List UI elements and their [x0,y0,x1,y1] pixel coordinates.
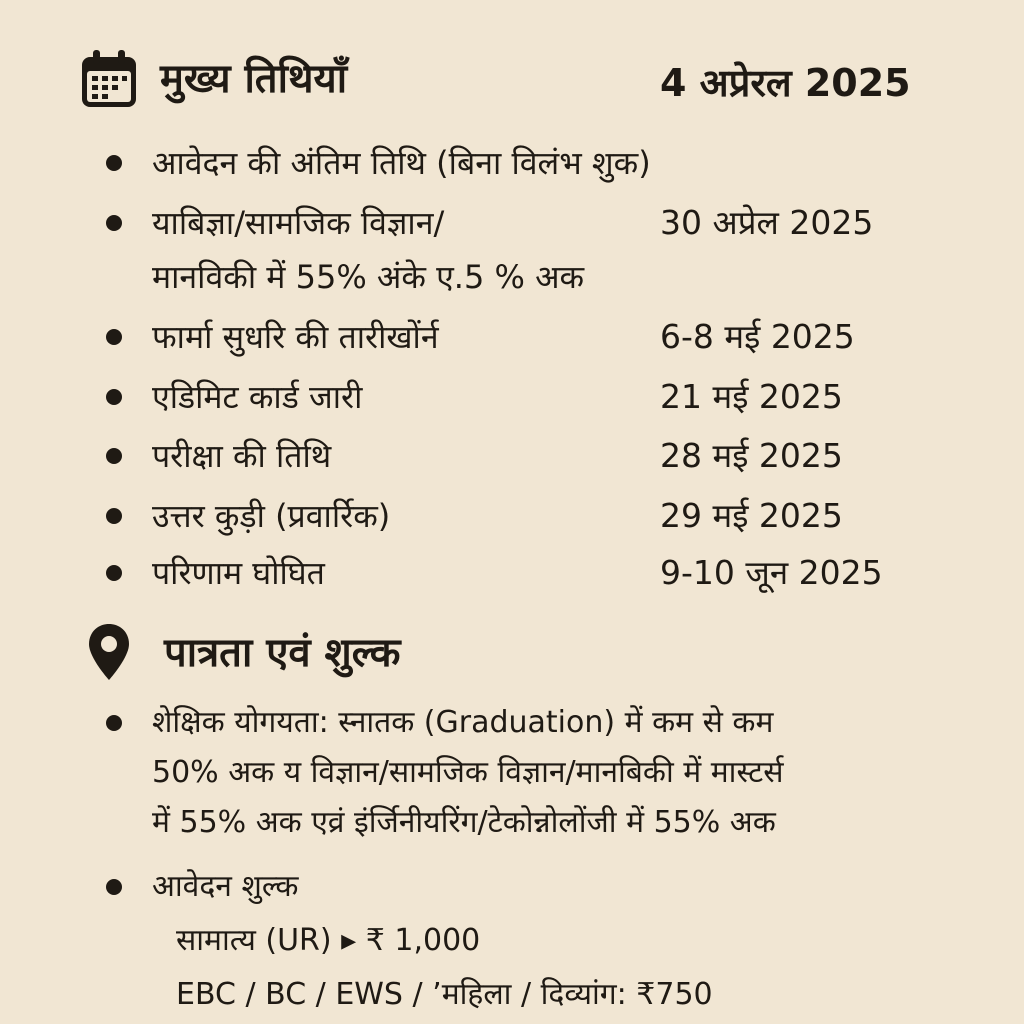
bullet-icon [106,389,122,405]
list-item-label: परीक्षा की तिथि [152,437,332,475]
qualification-line: 50% अक य विज्ञान/सामजिक विज्ञान/मानबिकी में मास्टर्स [152,755,784,790]
list-item-label: परिणाम घोघित [152,554,325,592]
fee-heading: आवेदन शुल्क [152,869,299,904]
header-date: 4 अप्रेरल 2025 [660,61,911,105]
list-item [0,310,1024,364]
bullet-icon [106,155,122,171]
list-item [0,370,1024,424]
list-item-date: 21 मई 2025 [660,377,843,416]
list-item-label: एडिमिट कार्ड जारी [152,378,363,416]
bullet-icon [106,329,122,345]
fee-line: EBC / BC / EWS / ’महिला / दिव्यांग: ₹750 [176,977,713,1012]
list-item-label-continued: मानविकी में 55% अंके ए.5 % अक [152,258,585,296]
eligibility-title: पात्रता एवं शुल्क [164,630,401,676]
list-item-date: 28 मई 2025 [660,436,843,475]
list-item [0,698,1024,848]
bullet-icon [106,448,122,464]
list-item [0,546,1024,600]
key-dates-title: मुख्य तिथियाँ [160,56,348,102]
list-item-date: 29 मई 2025 [660,496,843,535]
list-item [0,489,1024,543]
list-item [0,429,1024,483]
list-item-label: उत्तर कुड़ी (प्रवार्रिक) [152,497,391,535]
bullet-icon [106,879,122,895]
location-pin-icon [84,622,134,684]
list-item-date: 6-8 मई 2025 [660,317,855,356]
list-item-date: 30 अप्रेल 2025 [660,203,874,242]
list-item [0,196,1024,304]
bullet-icon [106,508,122,524]
list-item-label: याबिज्ञा/सामजिक विज्ञान/ [152,204,445,242]
bullet-icon [106,565,122,581]
bullet-icon [106,215,122,231]
list-item [0,862,1024,1012]
list-item-date: 9-10 जून 2025 [660,553,883,592]
key-dates-header [78,48,347,110]
calendar-icon [78,48,140,110]
eligibility-header [84,622,401,684]
qualification-line: शेक्षिक योगयता: स्नातक (Graduation) में कम से कम [152,705,774,740]
bullet-icon [106,715,122,731]
list-item-label: आवेदन की अंतिम तिथि (बिना विलंभ शुक) [152,144,651,182]
qualification-line: में 55% अक एव्रं इंर्जिनीयरिंग/टेकोन्नोलोंजी में 55% अक [152,805,776,840]
fee-line: सामात्य (UR) ▸ ₹ 1,000 [176,923,481,958]
list-item [0,136,1024,190]
list-item-label: फार्मा सुधरि की तारीखोंर्न [152,318,439,356]
